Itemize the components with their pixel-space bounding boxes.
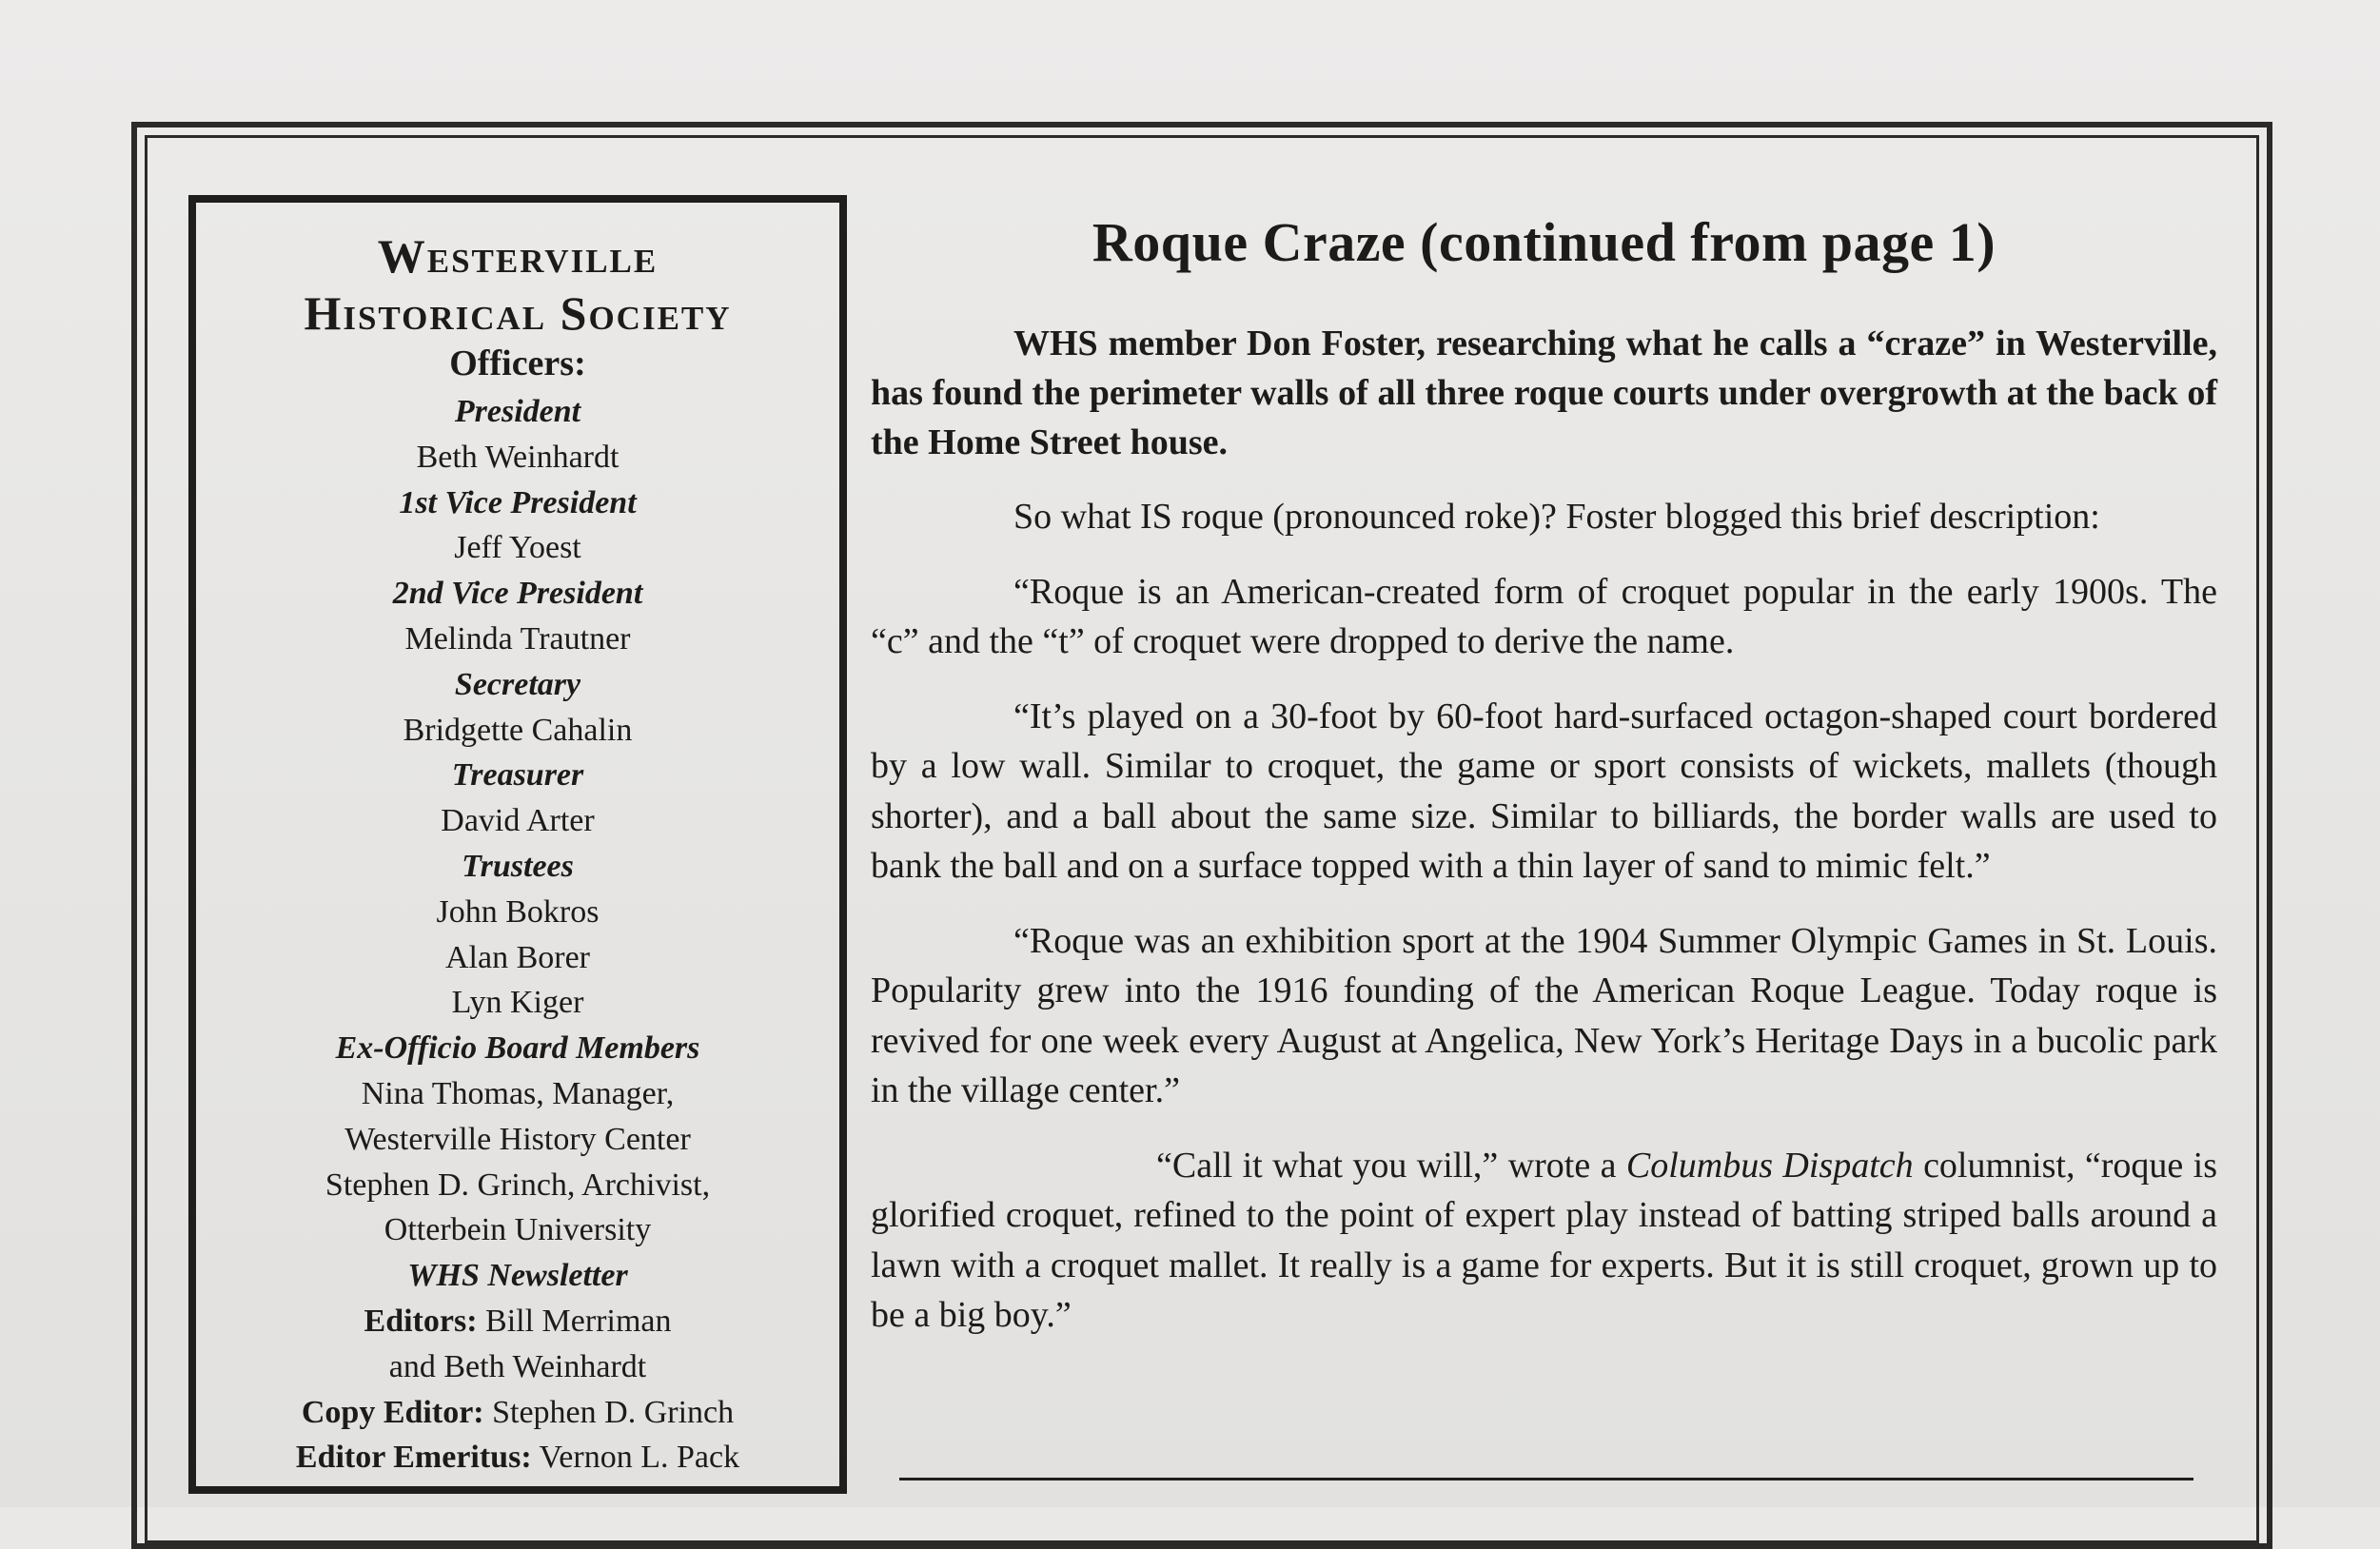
- officer-role: Treasurer: [451, 757, 584, 794]
- credit-value: Vernon L. Pack: [531, 1440, 740, 1476]
- newsletter-credit: [196, 1435, 839, 1480]
- officer-name: Lyn Kiger: [451, 985, 584, 1021]
- article-paragraph: “Roque was an exhibition sport at the 1904 Summer Olympic Games in St. Louis. Popularity grew into the 1916 founding of the American Roque League. Today roque is revived for one week every August at Angelica, New York’s Heritage Days in a bucolic park in the village center.”: [871, 920, 2217, 1110]
- newsletter-credit: [196, 1390, 839, 1436]
- officer-role: Trustees: [462, 848, 574, 884]
- officer-name: John Bokros: [436, 893, 600, 930]
- credit-label: Editor Emeritus:: [295, 1440, 532, 1476]
- article-end-rule: [899, 1478, 2193, 1480]
- officer-name: David Arter: [441, 803, 595, 839]
- credit-label: Editors:: [364, 1303, 478, 1339]
- officer-name: Jeff Yoest: [454, 530, 581, 566]
- officer-name: Melinda Trautner: [404, 620, 631, 657]
- quote-text-start: “Call it what you will,” wrote a: [1156, 1145, 1626, 1186]
- article-lead-paragraph: WHS member Don Foster, researching what he calls a “craze” in Westerville, has found the perimeter walls of all three roque courts under overgrowth at the back of the Home Street house.: [871, 324, 2217, 462]
- officer-role: 1st Vice President: [399, 484, 637, 520]
- officer-list: [196, 389, 839, 1480]
- officer-name: Nina Thomas, Manager,: [361, 1075, 675, 1111]
- credit-value: Bill Merriman: [477, 1303, 672, 1339]
- credit-label: Copy Editor:: [301, 1394, 484, 1430]
- article-paragraph: “It’s played on a 30-foot by 60-foot hard-surfaced octagon-shaped court bordered by a low wall. Similar to croquet, the game or sport consists of wickets, mallets (though shorter), and a ball about the same size. Similar to billiards, the border walls are used to bank the ball and on a surface topped with a thin layer of sand to mimic felt.”: [871, 696, 2217, 886]
- newsletter-credit: [196, 1344, 839, 1390]
- officer-name: Alan Borer: [444, 939, 590, 975]
- quote-text-end: columnist, “roque is glorified croquet, refined to the point of expert play instead of batting striped balls around a lawn with a croquet mallet. It really is a game for experts. But it is still croquet, grown up to be a big boy.”: [871, 1145, 2217, 1335]
- newsletter-credit: [196, 1299, 839, 1344]
- society-name: [196, 227, 839, 342]
- officers-heading: Officers:: [449, 343, 586, 383]
- officer-role: President: [454, 394, 581, 429]
- officer-role: Ex-Officio Board Members: [335, 1030, 700, 1067]
- credit-value: Stephen D. Grinch: [483, 1394, 735, 1430]
- article: [871, 195, 2217, 1341]
- society-name-line-2: Historical Society: [304, 286, 732, 340]
- publication-name: Columbus Dispatch: [1625, 1145, 1914, 1186]
- officer-name: Stephen D. Grinch, Archivist,: [325, 1167, 711, 1203]
- officer-role: Secretary: [454, 666, 581, 702]
- credit-value: and Beth Weinhardt: [388, 1348, 647, 1384]
- officer-role: WHS Newsletter: [407, 1258, 628, 1294]
- article-paragraph: “Roque is an American-created form of croquet popular in the early 1900s. The “c” and the “t” of croquet were dropped to derive the name.: [871, 571, 2217, 661]
- article-paragraph-quote: [871, 1141, 2217, 1341]
- officer-name: Beth Weinhardt: [416, 439, 620, 475]
- article-paragraph: So what IS roque (pronounced roke)? Foster blogged this brief description:: [1013, 497, 2100, 537]
- article-headline: Roque Craze (continued from page 1): [1092, 211, 1996, 273]
- officers-sidebar: [188, 195, 847, 1494]
- officer-role: 2nd Vice President: [392, 576, 643, 612]
- officer-name: Westerville History Center: [344, 1121, 691, 1157]
- officer-name: Bridgette Cahalin: [403, 712, 633, 748]
- officer-name: Otterbein University: [384, 1212, 652, 1248]
- society-name-line-1: Westerville: [377, 229, 659, 283]
